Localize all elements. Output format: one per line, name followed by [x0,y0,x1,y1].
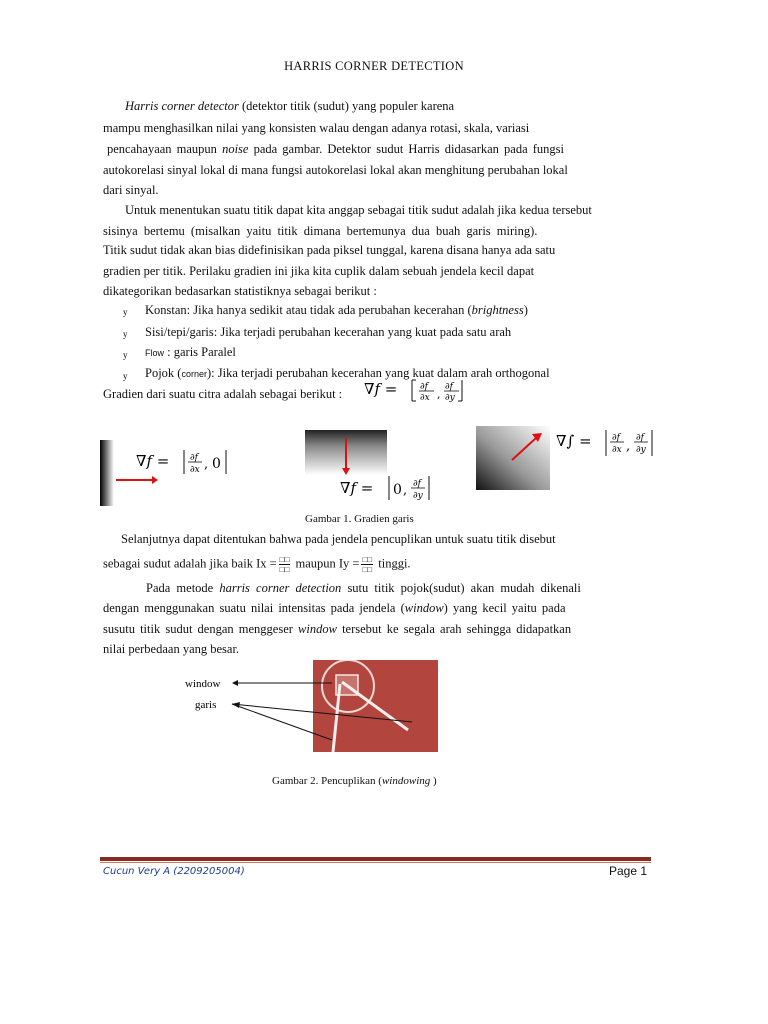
para4-line3: susutu titik sudut dengan menggeser window tersebut ke segala arah sehingga didapatkan [103,622,572,636]
figure1-caption: Gambar 1. Gradien garis [305,513,414,525]
para2-line1: Untuk menentukan suatu titik dapat kita anggap sebagai titik sudut adalah jika kedua tersebut [125,203,592,217]
svg-text:,: , [437,388,441,401]
svg-text:∂y: ∂y [636,445,646,455]
label-window: window [185,678,221,690]
arrow-head-icon [152,476,158,484]
para2-line3: Titik sudut tidak akan bias didefinisikan pada piksel tunggal, karena disana hanya ada satu [103,243,556,257]
gradient-formula [364,374,504,404]
bullet-marker: y [123,350,128,360]
para3-line2: sebagai sudut adalah jika baik Ix = $\frac{□□}{□□}$ maupun Iy = $\frac{□□}{□□}$ tinggi. [103,555,411,574]
svg-text:∂f: ∂f [612,433,620,443]
para1-italic-term: Harris corner detector [125,99,239,113]
frac-num: ∂f [445,382,453,392]
para1-line2: mampu menghasilkan nilai yang konsisten walau dengan adanya rotasi, skala, variasi [103,121,530,135]
para1-line4: autokorelasi sinyal lokal di mana fungsi autokorelasi lokal akan menghitung perubahan lokal [103,163,568,177]
svg-text:0: 0 [393,482,402,498]
para4-line4: nilai perbedaan yang besar. [103,642,240,656]
para1-line3: pencahayaan maupun noise pada gambar. Detektor sudut Harris didasarkan pada fungsi [107,142,565,156]
frac-den: ∂y [445,393,455,403]
arrow-head-icon [232,702,240,708]
figure1-vertical-gradient [305,430,455,505]
document-title: HARRIS CORNER DETECTION [284,59,464,73]
para3-line1: Selanjutnya dapat ditentukan bahwa pada jendela pencuplikan untuk suatu titik disebut [121,532,556,546]
svg-text:∂f: ∂f [636,433,644,443]
figure1-diagonal-gradient [476,426,676,490]
svg-text:∇f =: ∇f = [136,452,170,470]
gradien-line: Gradien dari suatu citra adalah sebagai berikut : [103,387,343,401]
svg-text:,: , [204,457,209,472]
para4-line1: Pada metode harris corner detection sutu titik pojok(sudut) akan mudah dikenali [146,581,581,595]
para2-line5: dikategorikan bedasarkan statistiknya sebagai berikut : [103,284,377,298]
svg-text:0: 0 [212,456,221,472]
bullet-marker: y [123,371,128,381]
label-garis: garis [195,699,217,711]
para1-line1: Harris corner detector (detektor titik (sudut) yang populer karena [125,99,455,113]
para4-line2: dengan menggunakan suatu nilai intensitas pada jendela (window) yang kecil yaitu pada [103,601,566,615]
bullet-pojok: Pojok (corner): Jika terjadi perubahan kecerahan yang kuat dalam arah orthogonal [145,366,550,380]
figure2-windowing [180,660,442,754]
figure2-caption: Gambar 2. Pencuplikan (windowing ) [272,775,437,787]
arrow-head-icon [232,680,238,686]
para2-line2: sisinya bertemu (misalkan yaitu titik dimana bertemunya dua buah garis miring). [103,224,538,238]
bullet-marker: y [123,329,128,339]
bullet-konstan: Konstan: Jika hanya sedikit atau tidak ada perubahan kecerahan (brightness) [145,303,528,317]
para2-line4: gradien per titik. Perilaku gradien ini jika kita cuplik dalam sebuah jendela kecil dapat [103,264,535,278]
bullet-marker: y [123,307,128,317]
svg-text:∂y: ∂y [413,491,423,501]
svg-text:,: , [403,483,408,498]
bullet-sisi: Sisi/tepi/garis: Jika terjadi perubahan kecerahan yang kuat pada satu arah [145,325,512,339]
footer-page-number: Page 1 [609,864,648,878]
svg-text:∂f: ∂f [413,479,421,489]
footer-rule [100,857,651,861]
svg-text:,: , [626,439,631,454]
para1-line5: dari sinyal. [103,183,159,197]
svg-text:∂f: ∂f [190,453,198,463]
bullet-flow: Flow : garis Paralel [145,345,236,359]
footer-author: Cucun Very A (2209205004) [103,866,245,877]
formula-nabla: ∇f = [364,380,398,398]
svg-text:∇f =: ∇f = [340,479,374,497]
frac-num: ∂f [420,382,428,392]
frac-den: ∂x [420,393,430,403]
svg-text:∂x: ∂x [612,445,622,455]
figure1-horizontal-gradient [100,440,250,506]
svg-text:∇∫ =: ∇∫ = [556,432,592,450]
footer-rule [100,862,651,863]
svg-text:∂x: ∂x [190,465,200,475]
